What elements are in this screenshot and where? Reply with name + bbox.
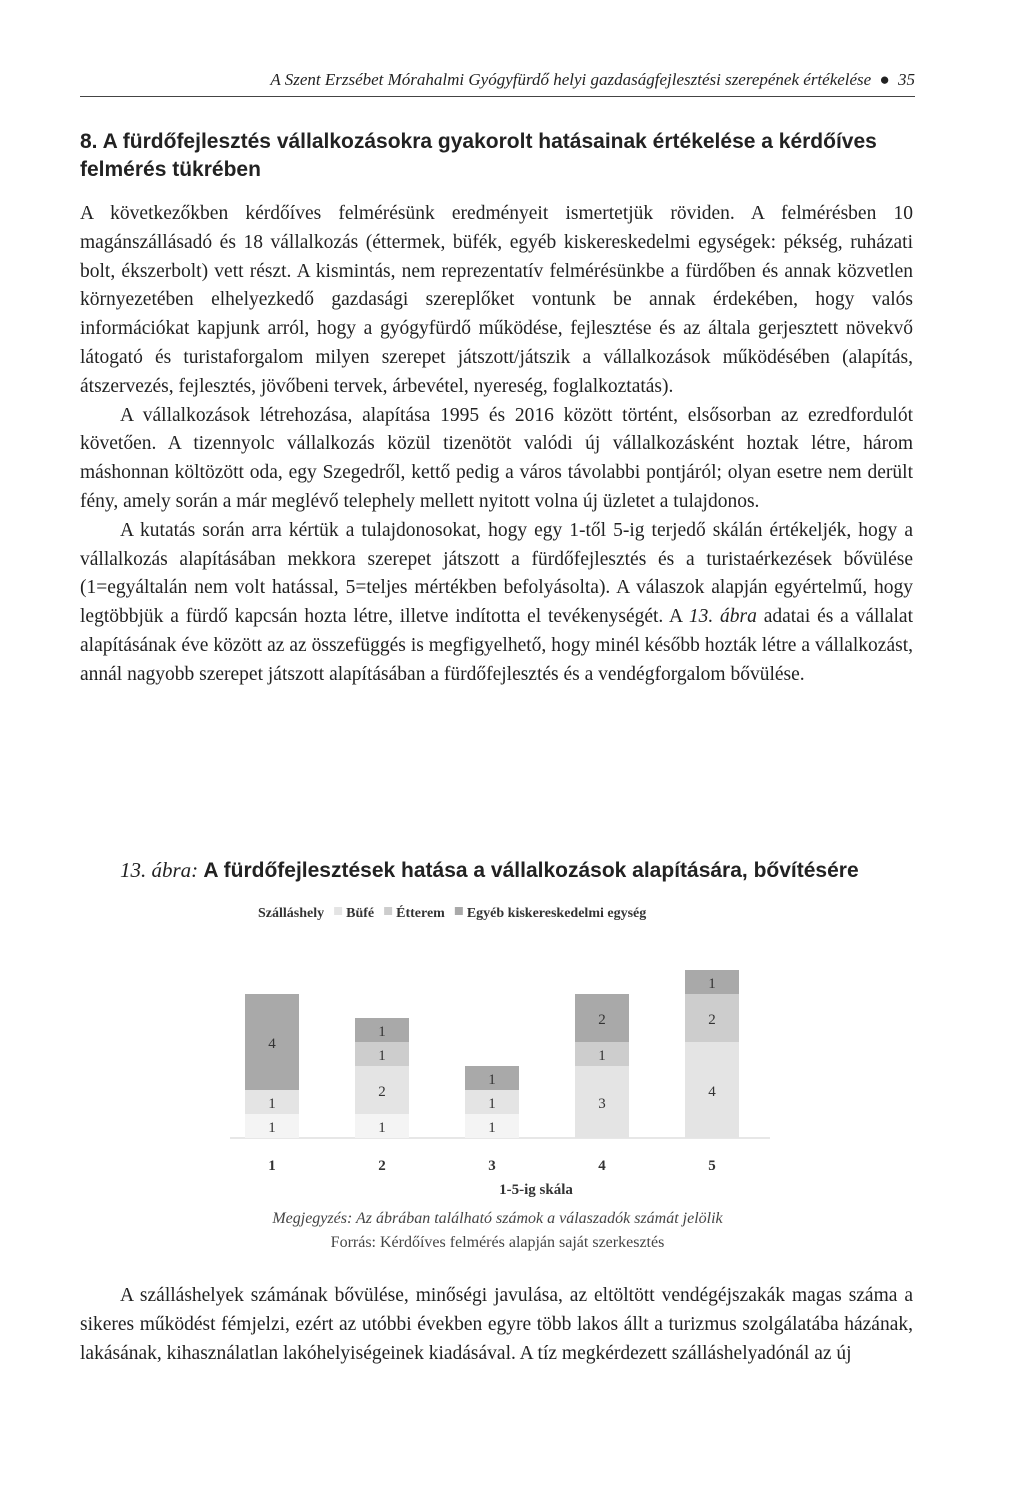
bar-data-label: 3 [598, 1096, 606, 1112]
bar-data-label: 1 [378, 1048, 386, 1064]
x-tick-label: 1 [268, 1158, 276, 1174]
figure-title [120, 856, 920, 885]
bar-data-label: 1 [268, 1096, 276, 1112]
bar-data-label: 2 [598, 1012, 606, 1028]
paragraph-2: A vállalkozások létrehozása, alapítása 1995 és 2016 között történt, elsősorban az ezredfordulót követően. A tizennyolc vállalkozás közül tizenötöt valódi új vállalkozásként hoztak létre, három máshonnan költözött oda, egy Szegedről, kettő pedig a város távolabbi pontjáról; olyan esetre nem derült fény, amely során a már meglévő telephely mellett nyitott volna új üzletet a tulajdonos. [80, 404, 913, 512]
x-tick-label: 5 [708, 1158, 716, 1174]
legend-label: Egyéb kiskereskedelmi egység [466, 906, 647, 921]
chart-x-axis-label: 1-5-ig skála [499, 1182, 573, 1198]
bar-data-label: 1 [378, 1120, 386, 1136]
bar-data-label: 2 [378, 1084, 386, 1100]
legend-label: Étterem [396, 906, 445, 921]
figure-reference: 13. ábra [688, 606, 757, 628]
chart-bars [245, 970, 739, 1138]
legend-swatch [455, 907, 463, 915]
figure-source: Forrás: Kérdőíves felmérés alapján saját szerkesztés [330, 1234, 665, 1251]
stacked-bar-chart [200, 900, 800, 1200]
body-text-upper [80, 200, 913, 690]
x-tick-label: 3 [488, 1158, 496, 1174]
x-tick-label: 2 [378, 1158, 386, 1174]
paragraph-3-part-a: A kutatás során arra kértük a tulajdonosokat, hogy egy 1-től 5-ig terjedő skálán értékeljék, hogy a vállalkozás alapításában mekkora szerepet játszott a fürdőfejlesztés és a turistaérkezések bővülése (1=egyáltalán nem volt hatással, 5=teljes mértékben befolyásolta). A válaszok alapján egyértelmű, hogy legtöbbjük a fürdő kapcsán hozta létre, illetve indította el tevékenységét. A [80, 519, 913, 628]
legend-swatch [334, 907, 342, 915]
paragraph-3 [80, 517, 913, 690]
paragraph-1: A következőkben kérdőíves felmérésünk eredményeit ismertetjük röviden. A felmérésben 10 magánszállásadó és 18 vállalkozás (éttermek, büfék, egyéb kiskereskedelmi egységek: pékség, ruházati bolt, ékszerbolt) vett részt. A kismintás, nem reprezentatív felmérésünkbe a fürdőben és annak közvetlen környezetében elhelyezkedő gazdasági szereplőket vontunk be annak érdekében, hogy valós információkat kapjunk arról, hogy a gyógyfürdő működése, fejlesztése és az általa gerjesztett növekvő látogató és turistaforgalom milyen szerepet játszott/játszik a vállalkozások működésében (alapítás, átszervezés, fejlesztés, jövőbeni tervek, árbevétel, nyereség, foglalkoztatás). [80, 203, 913, 397]
bar-data-label: 1 [268, 1120, 276, 1136]
paragraph-3-part-b: adatai és a vállalat alapításának éve között az az összefüggés is megfigyelhető, hogy minél később hozták létre a vállalkozást, annál nagyobb szerepet játszott alapításában a fürdőfejlesztés és a vendégforgalom bővülése. [80, 606, 913, 685]
legend-swatch [384, 907, 392, 915]
page-number: 35 [898, 70, 915, 89]
bar-data-label: 4 [708, 1084, 716, 1100]
chart-x-ticks [268, 1158, 716, 1174]
bar-data-label: 1 [598, 1048, 606, 1064]
bullet-icon: ● [879, 70, 890, 89]
bar-data-label: 1 [378, 1024, 386, 1040]
figure-label: 13. ábra: [120, 858, 199, 882]
bar-data-label: 1 [488, 1120, 496, 1136]
body-text-lower [80, 1282, 913, 1368]
bar-data-label: 4 [268, 1036, 276, 1052]
running-title: A Szent Erzsébet Mórahalmi Gyógyfürdő helyi gazdaságfejlesztési szerepének értékelése [270, 70, 872, 89]
paragraph-4: A szálláshelyek számának bővülése, minőségi javulása, az eltöltött vendégéjszakák magas száma a sikeres működést fémjelzi, ezért az utóbbi években egyre több lakos állt a turizmus szolgálatába házának, lakásának, kihasználatlan lakóhelyiségeinek kiadásával. A tíz megkérdezett szálláshelyadónál az új [80, 1285, 913, 1364]
chart-legend [258, 904, 646, 921]
bar-data-label: 1 [488, 1072, 496, 1088]
bar-data-label: 1 [708, 976, 716, 992]
bar-data-label: 2 [708, 1012, 716, 1028]
section-title: 8. A fürdőfejlesztés vállalkozásokra gyakorolt hatásainak értékelése a kérdőíves felmérés tükrében [80, 130, 877, 181]
running-header [80, 70, 915, 97]
legend-label: Büfé [346, 906, 375, 921]
figure-note: Megjegyzés: Az ábrában található számok a válaszadók számát jelölik [272, 1210, 723, 1227]
bar-data-label: 1 [488, 1096, 496, 1112]
figure-title-text: A fürdőfejlesztések hatása a vállalkozások alapítására, bővítésére [203, 859, 859, 882]
x-tick-label: 4 [598, 1158, 606, 1174]
legend-label: Szálláshely [258, 906, 325, 921]
